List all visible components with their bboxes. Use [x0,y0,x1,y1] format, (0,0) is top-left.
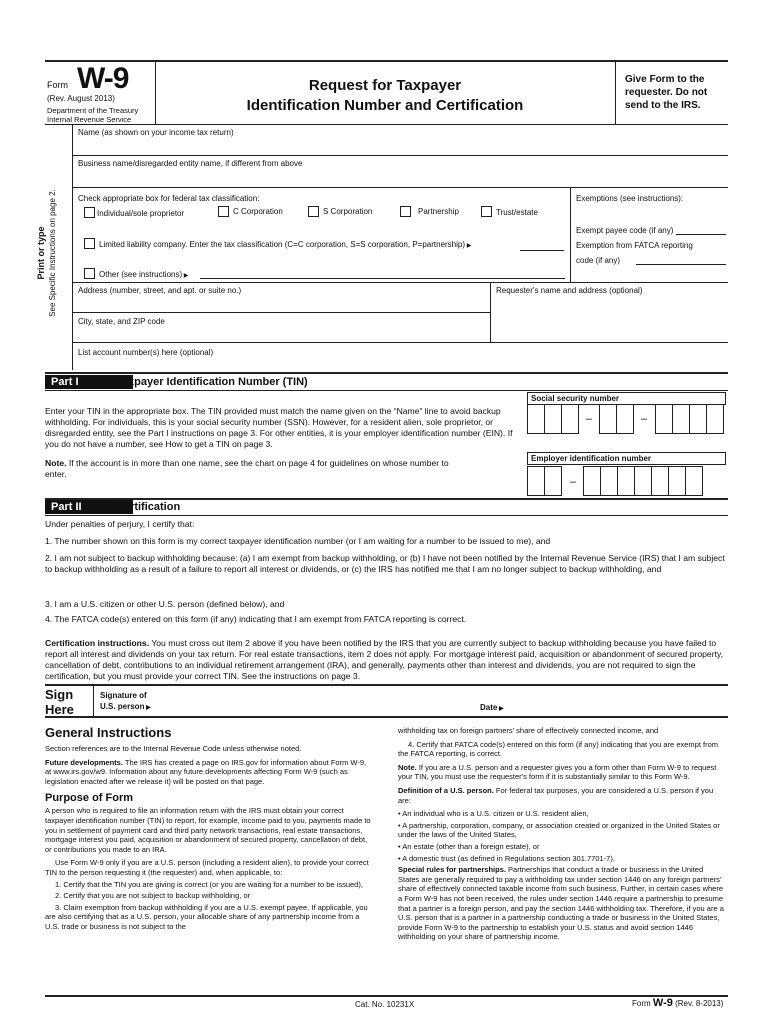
partnership-rules [398,865,725,942]
ein-digit[interactable] [617,466,635,496]
us-person-bullet-2: • A partnership, corporation, company, or association created or organized in the United States or under the laws of the United States, [398,820,720,840]
sign-word: Sign [45,687,74,702]
certification-instructions [45,638,728,682]
ein-dash: – [570,476,577,488]
ein-digit[interactable] [544,466,562,496]
classification-label: Check appropriate box for federal tax classification: [78,194,260,203]
purpose-paragraph-1: A person who is required to file an information return with the IRS must obtain your correct taxpayer identification number (TIN) to report, for example, income paid to you, payments made to you in settlement of payment card and third party network transactions, real estate transactions, mortgage interest you paid, acquisition or abandonment of secured property, cancellation of debt, or contributions you made to an IRA. [45,806,371,854]
llc-checkbox[interactable] [84,238,95,249]
footer-revision: (Rev. 8-2013) [675,999,724,1008]
ein-digit[interactable] [668,466,686,496]
exemptions-label: Exemptions (see instructions): [576,194,684,203]
form-word: Form [47,80,68,90]
sign-here [45,687,74,717]
trust-estate-label: Trust/estate [496,208,538,217]
requester-label: Requester's name and address (optional) [496,286,643,295]
us-person-definition-text: For federal tax purposes, you are considered a U.S. person if you are: [398,785,714,805]
partnership-rules-text: Partnerships that conduct a trade or business in the United States are generally required to pay a withholding tax under section 1446 on any foreign partners' share of effectively connected taxable income from such business. Further, in certain cases where a Form W-9 has not been received, the rules under section 1446 require a partnership to presume that a partner is a foreign person, and pay the section 1446 withholding tax. Therefore, if you are a U.S. person that is a partner in a partnership conducting a trade or business in the United States, provide Form W-9 to the partnership to establish your U.S. status and avoid section 1446 withholding on your share of partnership income. [398,865,724,942]
signature-field[interactable] [160,688,470,714]
individual-checkbox[interactable] [84,207,95,218]
exempt-payee-label: Exempt payee code (if any) [576,226,674,235]
part-2-label: Part II [45,500,133,514]
purpose-item-1: 1. Certify that the TIN you are giving is correct (or you are waiting for a number to be issued), [55,879,363,889]
business-name-label: Business name/disregarded entity name, if different from above [78,159,303,168]
partnership-label: Partnership [418,207,459,216]
other-label: Other (see instructions) ▶ [99,270,188,279]
general-instructions-column [45,724,372,936]
certification-item-4: 4. The FATCA code(s) entered on this form (if any) indicating that I am exempt from FATCA reporting is correct. [45,614,467,624]
part-1-instructions: Enter your TIN in the appropriate box. The TIN provided must match the name given on the “Name” line to avoid backup withholding. For individuals, this is your social security number (SSN). However, for a resident alien, sole proprietor, or disregarded entity, see the Part I instructions on page 3. For other entities, it is your employer identification number (EIN). If you do not have a number, see How to get a TIN on page 3. [45,406,513,449]
right-note [398,763,725,782]
form-title [160,76,610,116]
part-1-note-bold: Note. [45,458,67,468]
account-numbers-label: List account number(s) here (optional) [78,348,214,357]
other-checkbox[interactable] [84,268,95,279]
certification-item-2: 2. I am not subject to backup withholding because: (a) I am exempt from backup withholding, or (b) I have not been notified by the Internal Revenue Service (IRS) that I am subject to backup withholding as a result of a failure to report all interest or dividends, or (c) the IRS has notified me that I am no longer subject to backup withholding, and [45,553,725,574]
city-field[interactable] [78,328,484,340]
llc-classification-input[interactable] [520,240,564,251]
date-field[interactable] [510,688,726,714]
c-corporation-checkbox[interactable] [218,206,229,217]
partnership-checkbox[interactable] [400,206,411,217]
us-person-bullet-4: • A domestic trust (as defined in Regulations section 301.7701-7). [398,853,615,863]
agency: Internal Revenue Service [47,115,132,124]
us-person-bullet-3: • An estate (other than a foreign estate), or [398,841,540,851]
future-developments-bold: Future developments. [45,757,123,767]
footer-form-id [632,997,723,1009]
ssn-digit[interactable] [561,404,579,434]
ein-digit[interactable] [651,466,669,496]
ssn-digit[interactable] [689,404,707,434]
purpose-item-2: 2. Certify that you are not subject to backup withholding, or [55,891,251,901]
ein-digit[interactable] [634,466,652,496]
ssn-digit[interactable] [655,404,673,434]
name-label: Name (as shown on your income tax return) [78,128,234,137]
ssn-digit[interactable] [544,404,562,434]
certification-instructions-bold: Certification instructions. [45,638,150,648]
other-input[interactable] [200,268,565,279]
side-see-instructions: See Specific Instructions on page 2. [48,189,57,317]
partnership-rules-bold: Special rules for partnerships. [398,865,506,875]
us-person-bullet-1: • An individual who is a U.S. citizen or U.S. resident alien, [398,809,589,819]
ssn-digit[interactable] [672,404,690,434]
us-person-definition-bold: Definition of a U.S. person. [398,785,494,795]
ssn-digit[interactable] [599,404,617,434]
ssn-digit[interactable] [616,404,634,434]
fatca-code-input[interactable] [636,254,726,265]
certification-item-3: 3. I am a U.S. citizen or other U.S. person (defined below), and [45,599,285,609]
signature-label-line-2: U.S. person ▶ [100,701,151,714]
revision-date: (Rev. August 2013) [47,94,115,103]
business-name-field[interactable] [78,171,726,185]
purpose-paragraph-2: Use Form W-9 only if you are a U.S. person (including a resident alien), to provide your correct TIN to the person requesting it (the requester) and, when applicable, to: [45,858,369,877]
requester-field[interactable] [496,298,726,340]
part-1-label: Part I [45,375,133,389]
part-1-note [45,458,465,480]
s-corporation-label: S Corporation [323,207,373,216]
ssn-dash: – [641,413,648,425]
ssn-digit[interactable] [706,404,724,434]
address-label: Address (number, street, and apt. or suite no.) [78,286,242,295]
here-word: Here [45,702,74,717]
exempt-payee-input[interactable] [676,224,726,235]
future-developments-text: The IRS has created a page on IRS.gov for information about Form W-9, at www.irs.gov/w9. Information about any future developments affecting Form W-9 (such as legislation enacted after we release it) will be posted on that page. [45,757,367,786]
ein-digit[interactable] [583,466,601,496]
ein-digit[interactable] [685,466,703,496]
fatca-certify-item: 4. Certify that FATCA code(s) entered on this form (if any) indicating that you are exempt from the FATCA reporting, is correct. [398,739,718,759]
part-2-title: Certification [116,501,181,513]
ssn-digit[interactable] [527,404,545,434]
ein-digit[interactable] [600,466,618,496]
section-references: Section references are to the Internal Revenue Code unless otherwise noted. [45,744,302,753]
c-corporation-label: C Corporation [233,207,283,216]
catalog-number: Cat. No. 10231X [355,1000,415,1009]
footer-form-number: W-9 [652,997,673,1009]
llc-label: Limited liability company. Enter the tax classification (C=C corporation, S=S corporation, P=partnership) ▶ [99,240,471,249]
address-field[interactable] [78,298,484,310]
future-developments [45,758,372,787]
right-note-bold: Note. [398,762,417,772]
individual-label: Individual/sole proprietor [97,209,185,218]
part-1-title: Taxpayer Identification Number (TIN) [116,376,308,388]
city-label: City, state, and ZIP code [78,317,165,326]
signature-label-line-1: Signature of [100,691,147,700]
trust-estate-checkbox[interactable] [481,206,492,217]
footer-form-word: Form [632,999,651,1008]
s-corporation-checkbox[interactable] [308,206,319,217]
ssn-dash: – [586,413,593,425]
title-line-1: Request for Taxpayer [308,77,462,94]
fatca-label-line-2: code (if any) [576,256,621,265]
signature-label [100,690,151,714]
department: Department of the Treasury [47,106,139,115]
certification-instructions-text: You must cross out item 2 above if you have been notified by the IRS that you are currently subject to backup withholding because you have failed to report all interest and dividends on your tax return. For real estate transactions, item 2 does not apply. For mortgage interest paid, acquisition or abandonment of secured property, cancellation of debt, contributions to an individual retirement arrangement (IRA), and generally, payments other than interest and dividends, you are not required to sign the certification, but you must provide your correct TIN. See the instructions on page 3. [45,638,723,681]
account-numbers-field[interactable] [78,358,726,370]
title-line-2: Identification Number and Certification [246,97,524,114]
side-print-or-type: Print or type [36,226,46,280]
side-instructions [36,128,58,378]
name-field[interactable] [78,140,726,154]
withholding-continuation: withholding tax on foreign partners' share of effectively connected income, and [398,726,659,735]
fatca-label-line-1: Exemption from FATCA reporting [576,241,693,250]
part-1-note-text: If the account is in more than one name, see the chart on page 4 for guidelines on whose number to enter. [45,458,449,479]
ssn-label: Social security number [527,392,726,405]
us-person-definition [398,786,725,805]
purpose-item-3: 3. Claim exemption from backup withholding if you are a U.S. exempt payee. If applicable, you are also certifying that as a U.S. person, your allocable share of any partnership income from a U.S. trade or business is not subject to the [45,902,368,931]
form-number: W-9 [77,62,129,95]
ein-label: Employer identification number [527,452,726,465]
purpose-of-form-title: Purpose of Form [45,792,134,805]
date-label: Date ▶ [480,703,504,712]
right-note-text: If you are a U.S. person and a requester gives you a form other than Form W-9 to request your TIN, you must use the requester's form if it is substantially similar to this Form W-9. [398,762,717,782]
right-column [398,726,725,946]
general-instructions-title: General Instructions [45,725,172,740]
ein-digit[interactable] [527,466,545,496]
certification-item-1: 1. The number shown on this form is my correct taxpayer identification number (or I am waiting for a number to be issued to me), and [45,536,551,546]
give-form-note: Give Form to the requester. Do not send to the IRS. [625,74,708,111]
certification-intro: Under penalties of perjury, I certify that: [45,519,195,529]
